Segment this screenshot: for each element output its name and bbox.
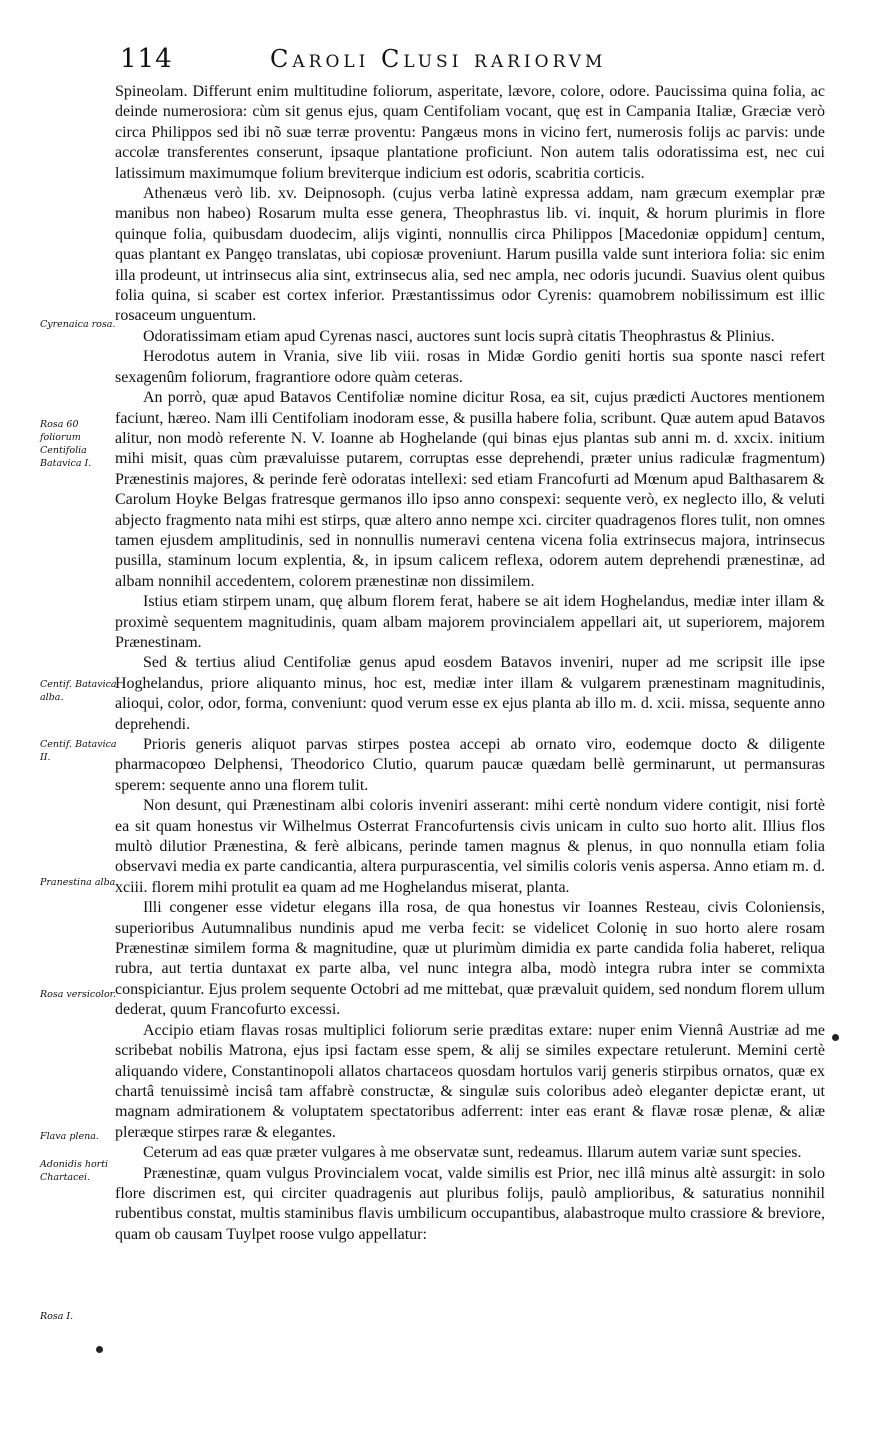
ink-dot [832,1034,839,1041]
paragraph: Ceterum ad eas quæ præter vulgares à me observatæ sunt, redeamus. Illarum autem variæ sunt species. [143,1144,802,1162]
paragraph: Prioris generis aliquot parvas stirpes postea accepi ab ornato viro, eodemque docto & diligente pharmacopœo Delphensi, Theodorico Clutio, quarum paucæ quædam bellè germinarunt, ut permansuras sperem: sequente anno una florem tulit. [115,736,825,794]
paragraph: Spineolam. Differunt enim multitudine foliorum, asperitate, lævore, colore, odore. Paucissima quina folia, ac deinde numerosiora: cùm sit genus ejus, quam Centifoliam vocant, quę est in Campania Italiæ, Græciæ verò circa Philippos sed ibi nõ suæ terræ proventu: Pangæus mons in vicino fert, numerosis folijs ac parvis: unde accolæ transferentes conserunt, ipsaque plantatione proficiunt. Non autem talis odoratissima est, nec cui latissimum maximumque folium breviterque indicium est odoris, scabritia corticis. [115,83,825,182]
paragraph: Istius etiam stirpem unam, quę album florem ferat, habere se ait idem Hoghelandus, mediæ inter illam & proximè sequentem magnitudinis, quam albam majorem provincialem appellari ait, ut superiorem, majorem Prænestinam. [115,593,825,651]
margin-note: Adonidis horti Chartacei. [40,1159,109,1183]
margin-note: Rosa 60 foliorum Centifolia Batavica I. [40,419,92,469]
running-head: Caroli Clusi rariorvm [270,45,607,73]
margin-note: Centif. Batavica alba. [40,679,117,703]
paragraph: Illi congener esse videtur elegans illa rosa, de qua honestus vir Ioannes Resteau, civis Coloniensis, superioribus Autumnalibus nundinis apud me verba fecit: se videlicet Colonię in suo horto alere rosam Prænestinæ similem forma & magnitudine, quæ ut plurimùm dimidia ex parte candida folia haberet, reliqua rubra, aut tertia duntaxat ex parte alba, vel nunc integra alba, modò integra rubra inter se commixta conspiciantur. Ejus prolem sequente Octobri ad me mittebat, quæ prævaluit quidem, sed nondum florem ullum dederat, quum Francofurto excessi. [115,899,825,1019]
paragraph: An porrò, quæ apud Batavos Centifoliæ nomine dicitur Rosa, ea sit, cujus prædicti Auctores mentionem faciunt, hæreo. Nam illi Centifoliam inodoram esse, & pusilla habere folia, scribunt. Quæ autem apud Batavos alitur, non modò referente N. V. Ioanne ab Hoghelande (qui binas ejus plantas sub anni m. d. xxcix. initium mihi misit, quas cùm prævaluisse putarem, corruptas esse deprehendi, præter unius radiculæ fragmentum) Prænestinis majores, & perinde ferè odoratas intellexi: sed etiam Francofurti ad Mœnum apud Balthasarem & Carolum Hoyke Belgas fratresque germanos illo ipso anno conspexi: sequente verò, ex neglecto illo, & veluti abjecto fragmento nata mihi est stirps, quæ altero anno nempe xci. circiter quadragenos flores tulit, non omnes tamen ejusdem amplitudinis, sed in nonnullis numeravi centena vicena folia extrinsecus majora, intrinsecus pusilla, staminum locum explentia, &, in ipsum calicem reflexa, odorem autem deprehendi prænestinæ, ad albam nonnihil accedentem, colorem prænestinæ non dissimilem. [115,389,825,590]
paragraph: Odoratissimam etiam apud Cyrenas nasci, auctores sunt locis suprà citatis Theophrastus & Plinius. [143,327,775,345]
paragraph: Athenæus verò lib. xv. Deipnosoph. (cujus verba latinè expressa addam, nam græcum exemplar præ manibus non habeo) Rosarum multa esse genera, Theophrastus lib. vi. inquit, & horum plurimis in flore quinque folia, quibusdam duodecim, alijs viginti, nonnullis circa Philippos [Macedoniæ oppidum] centum, quas plantant ex Pangęo translatas, ubi copiosæ proveniunt. Harum pusilla valde sunt interiora folia: sic enim illa prodeunt, ut intrinsecus alia sint, extrinsecus alia, sed nec ampla, nec odoris jucundi. Suavius olent quibus folia quina, si scaber est cortex inferior. Præstantissimus odor Cyrenis: quamobrem nobilissimum est illic rosaceum unguentum. [115,185,825,325]
margin-note: Rosa versicolor. [40,989,117,1000]
paragraph: Sed & tertius aliud Centifoliæ genus apud eosdem Batavos inveniri, nuper ad me scripsit ille ipse Hoghelandus, priore aliquanto minus, hoc est, mediæ inter illam & vulgarem prænestinam magnitudinis, alioqui, color, odor, forma, conveniunt: quod verum esse ex ejus planta ab illo m. d. xcii. missa, sequente anno deprehendi. [115,654,825,733]
margin-note: Centif. Batavica II. [40,739,117,763]
page-number: 114 [120,44,173,74]
page-header [110,44,830,78]
paragraph: Prænestinæ, quam vulgus Provincialem vocat, valde similis est Prior, nec illâ minus altè assurgit: in solo flore discrimen est, qui circiter quadragenis aut pluribus folijs, paulò amplioribus, & saturatius nonnihil rubentibus constat, multis staminibus flavis umbilicum occupantibus, alabastroque multo crassiore & breviore, quam ob causam Tuylpet roose vulgo appellatur: [115,1164,825,1243]
paragraph: Non desunt, qui Prænestinam albi coloris inveniri asserant: mihi certè nondum videre contigit, nisi fortè ea sit quam honestus vir Wilhelmus Osterrat Francofurtensis civis unicam in culto suo horto alit. Illius flos multò dilutior Prænestina, & ferè albicans, perinde tamen magnus & plenus, in quo nonnulla etiam folia observavi media ex parte candicantia, altera purpurascentia, vel similis coloris venis aspersa. Anno etiam m. d. xciii. florem mihi protulit ea quam ad me Hoghelandus miserat, planta. [115,797,825,896]
paragraph: Herodotus autem in Vrania, sive lib viii. rosas in Midæ Gordio geniti hortis sua sponte nasci refert sexagenûm foliorum, fragrantiore odore quàm ceteras. [115,348,825,386]
margin-note: Rosa I. [40,1311,74,1322]
margin-note: Flava plena. [40,1131,99,1142]
body-text [115,82,825,1245]
margin-note: Pranestina alba. [40,877,119,888]
paragraph: Accipio etiam flavas rosas multiplici foliorum serie præditas extare: nuper enim Viennâ Austriæ ad me scribebat nobilis Matrona, ejus ipsi factam esse spem, & alij se similes expectare retulerunt. Memini certè aliquando videre, Constantinopoli allatos chartaceos quosdam hortulos varij generis stirpibus ornatos, quæ ex chartâ tenuissimè incisâ tam affabrè constructæ, & singulæ suis coloribus adeò eleganter depictæ erant, ut magnam admirationem & voluptatem spectatoribus adferrent: inter eas erant & flavæ rosæ plenæ, & aliæ pleræque stirpes raræ & elegantes. [115,1021,825,1141]
ink-dot [96,1346,103,1353]
margin-note: Cyrenaica rosa. [40,319,116,330]
